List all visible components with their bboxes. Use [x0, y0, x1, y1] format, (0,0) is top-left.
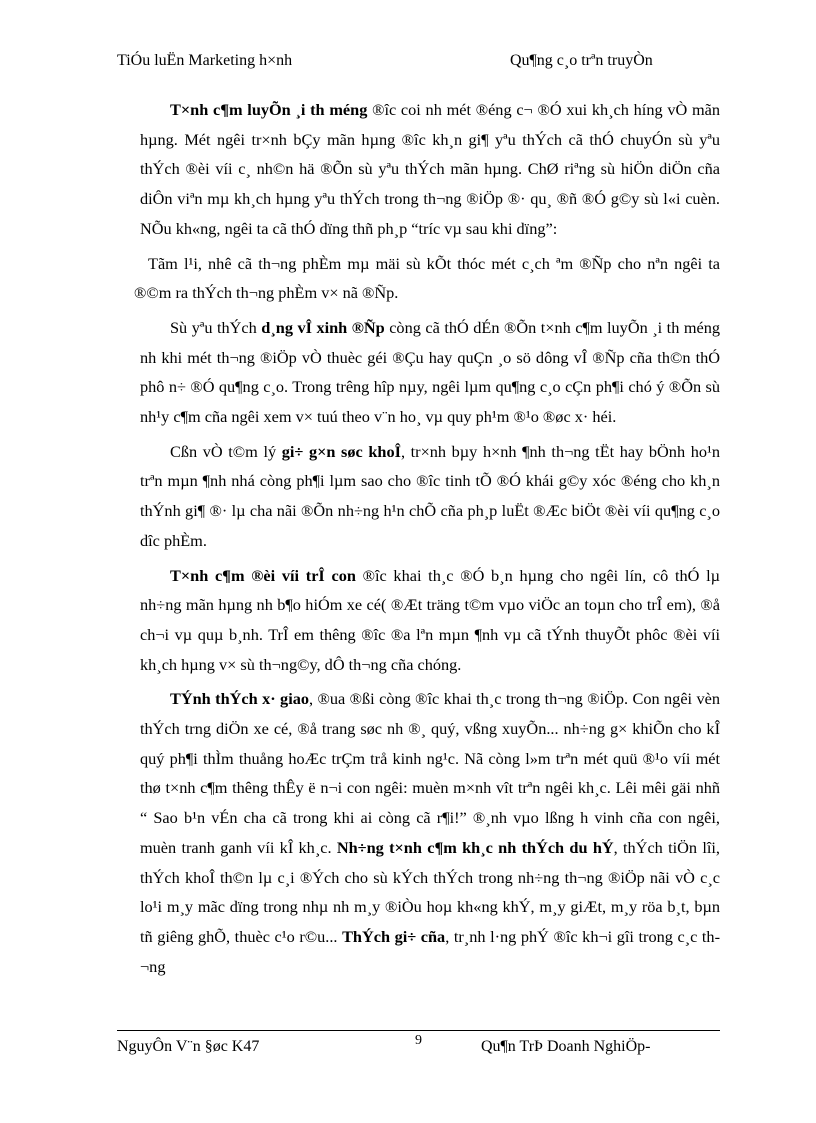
run: Nh÷ng t×nh c¶m kh¸c nh thÝch du hÝ	[336, 837, 614, 857]
run: , ®ua ®ßi còng ®îc khai th¸c trong th¬ng ®iÖp. Con ngêi vèn thÝch trng diÖn xe cé, ®å trang søc nh ®¸ quý, vßng xuyÕn... nh÷ng g× khiÕn cho kÎ quý ph¶i thÌm thuång hoÆc trÇm trå kinh ng¹c. Nã còng l»m trªn mét quü ®¹o víi mét thø t×nh c¶m thêng thÊy ë n¬i con ngêi: muèn m×nh vît trªn ngêi kh¸c. Lêi mêi gäi nhñ “ Sao b¹n vÉn cha cã trong khi ai còng cã r¶i!” ®¸nh vµo lßng h vinh cña con ngêi, muèn tranh ganh víi kÎ kh¸c.	[140, 689, 720, 857]
paragraph-2	[134, 249, 720, 308]
run: Cßn vÒ t©m lý	[170, 441, 282, 461]
run: , thÝch tiÖn lîi, thÝch khoÎ th©n lµ c¸i ®Ých cho sù kÝch thÝch trong nh÷ng th¬ng ®iÖp nãi vÒ c¸c lo¹i m¸y mãc dïng trong nhµ nh m¸y ®iÒu hoµ kh«ng khÝ, m¸y giÆt, m¸y röa b¸t, bµn tñ giêng ghÕ, thuèc c¹o r©u...	[140, 837, 720, 946]
paragraph-3	[140, 313, 720, 432]
run: T×nh c¶m ®èi víi trÎ con	[170, 565, 356, 585]
header-right-title: Qu¶ng c¸o trªn truyÒn	[510, 52, 653, 69]
footer-divider	[117, 1030, 720, 1031]
paragraph-5	[140, 561, 720, 680]
run: , tr×nh bµy h×nh ¶nh th¬ng tËt hay bÖnh ho¹n trªn mµn ¶nh nhá còng ph¶i lµm sao cho ®îc tinh tÕ ®Ó khái g©y xóc ®éng cho kh¸n thÝnh gi¶ ®· lµ cha nãi ®Õn nh÷ng h¹n chÕ cña ph¸p luËt ®Æc biÖt ®èi víi qu¶ng c¸o dîc phÈm.	[140, 441, 721, 550]
footer-author: NguyÔn V¨n §øc K47	[117, 1038, 260, 1055]
run: ®îc coi nh mét ®éng c¬ ®Ó xui kh¸ch híng vÒ mãn hµng. Mét ngêi tr×nh bÇy mãn hµng ®îc kh¸n gi¶ yªu thÝch cã thÓ chuyÓn sù yªu thÝch ®èi víi c¸ nh©n hä ®Õn sù yªu thÝch mãn hµng. ChØ riªng sù hiÖn diÖn cña diÔn viªn mµ kh¸ch hµng yªu thÝch trong th¬ng ®iÖp ®· qu¸ ®ñ ®Ó g©y sù l«i cuèn. NÕu kh«ng, ngêi ta cã thÓ dïng thñ ph¸p “tríc vµ sau khi dïng”:	[140, 100, 720, 238]
header-left-title: TiÓu luËn Marketing h×nh	[117, 52, 293, 69]
run: ThÝch gi÷ cña	[342, 926, 446, 946]
footer-department: Qu¶n TrÞ Doanh NghiÖp-	[481, 1038, 651, 1055]
body-text	[134, 95, 721, 986]
run: d¸ng vÎ xinh ®Ñp	[261, 317, 385, 337]
paragraph-6	[140, 684, 720, 981]
run: Tãm l¹i, nhê cã th¬ng phÈm mµ mäi sù kÕt thóc mét c¸ch ªm ®Ñp cho nªn ngêi ta ®©m ra thÝch th¬ng phÈm v× nã ®Ñp.	[134, 253, 720, 303]
run: , tr¸nh l·ng phÝ ®îc kh¬i gîi trong c¸c th¬ng	[140, 926, 720, 976]
run: gi÷ g×n søc khoÎ	[281, 441, 401, 461]
run: Sù yªu thÝch	[170, 317, 262, 337]
run: còng cã thÓ dÉn ®Õn t×nh c¶m luyÕn ¸i th méng nh khi mét th¬ng ®iÖp vÒ thuèc géi ®Çu hay quÇn ¸o sö dông vÎ ®Ñp cña th©n thÓ phô n÷ ®Ó qu¶ng c¸o. Trong trêng hîp nµy, ngêi lµm qu¶ng c¸o cÇn ph¶i chó ý ®Õn sù nh¹y c¶m cña ngêi xem v× tuú theo v¨n ho¸ vµ quy ph¹m ®¹o ®øc x· héi.	[140, 317, 721, 427]
run: T×nh c¶m luyÕn ¸i th méng	[170, 100, 368, 119]
paragraph-1	[140, 95, 720, 244]
page-number: 9	[415, 1033, 422, 1048]
run: ®îc khai th¸c ®Ó b¸n hµng cho ngêi lín, cô thÓ lµ nh÷ng mãn hµng nh b¶o hiÓm xe cé( ®Æt träng t©m vµo viÖc an toµn cho trÎ em), ®å ch¬i vµ quµ b¸nh. TrÎ em thêng ®îc ®a lªn mµn ¶nh vµ cã tÝnh thuyÕt phôc ®èi víi kh¸ch hµng v× sù th¬ng©y, dÔ th¬ng cña chóng.	[140, 565, 720, 674]
run: TÝnh thÝch x· giao	[170, 689, 310, 709]
paragraph-4	[140, 437, 720, 556]
